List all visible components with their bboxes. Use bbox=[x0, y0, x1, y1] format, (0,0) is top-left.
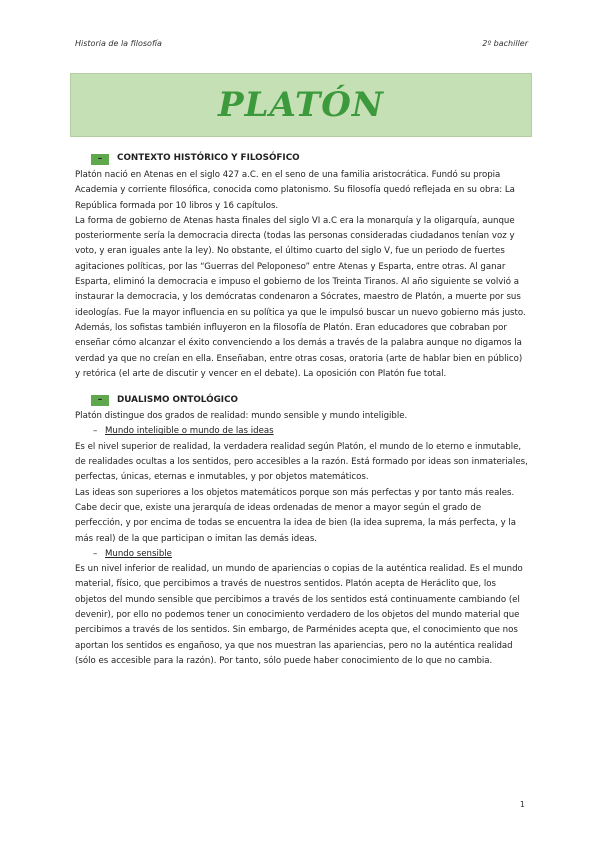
page-header bbox=[75, 39, 528, 48]
paragraph: Las ideas son superiores a los objetos matemáticos porque son más perfectas y por tanto más reales. Cabe decir que, existe una jerarquía de ideas ordenadas de menor a mayor según el grado de perfección, y por encima de todas se encuentra la idea de bien (la idea suprema, la más perfecta, y la más real) de la que participan o imitan las demás ideas. bbox=[75, 487, 517, 544]
dash-icon: – bbox=[93, 426, 98, 437]
section-heading-contexto bbox=[91, 152, 530, 166]
section-title: CONTEXTO HISTÓRICO Y FILOSÓFICO bbox=[117, 153, 300, 164]
document-body bbox=[75, 150, 530, 669]
subsection-title: Mundo inteligible o mundo de las ideas bbox=[105, 426, 274, 437]
paragraph: La forma de gobierno de Atenas hasta finales del siglo VI a.C era la monarquía y la oligarquía, aunque posteriormente sería la democracia directa (todas las personas consideradas ciudadanos tenían voz y voto, y eran iguales ante la ley). No obstante, el último cuarto del siglo V, fue un periodo de fuertes agitaciones políticas, por las “Guerras del Peloponeso” entre Atenas y Esparta, entre otras. Al ganar Esparta, eliminó la democracia e impuso el gobierno de los Treinta Tiranos. Al año siguiente se volvió a instaurar la democracia, y los demócratas condenaron a Sócrates, maestro de Platón, a muerte por sus ideologías. Fue la mayor influencia en su política ya que le impulsó buscar un nuevo gobierno más justo. bbox=[75, 215, 526, 318]
paragraph: Platón nació en Atenas en el siglo 427 a.C. en el seno de una familia aristocrática. Fundó su propia Academia y corriente filosófica, conocida como platonismo. Su filosofía quedó reflejada en su obra: La República formada por 10 libros y 16 capítulos. bbox=[75, 170, 515, 211]
header-right: 2º bachiller bbox=[482, 39, 528, 48]
subsection-heading-sensible bbox=[93, 547, 530, 562]
section-title: DUALISMO ONTOLÓGICO bbox=[117, 394, 239, 405]
dash-icon: – bbox=[93, 548, 98, 559]
paragraph: Platón distingue dos grados de realidad: mundo sensible y mundo inteligible. bbox=[75, 411, 408, 422]
page-number: 1 bbox=[519, 800, 525, 809]
paragraph: Es el nivel superior de realidad, la verdadera realidad según Platón, el mundo de lo eterno e inmutable, de realidades ocultas a los sentidos, pero accesibles a la razón. Está formado por ideas son inmateriales, perfectas, únicas, eternas e inmutables, y por objetos matemáticos. bbox=[75, 441, 528, 483]
heading-marker-icon: – bbox=[91, 154, 109, 165]
page-title: PLATÓN bbox=[218, 85, 384, 125]
header-left: Historia de la filosofía bbox=[75, 39, 162, 48]
section-heading-dualismo bbox=[91, 393, 530, 407]
title-banner bbox=[70, 73, 532, 137]
heading-marker-icon: – bbox=[91, 395, 109, 406]
subsection-heading-inteligible bbox=[93, 424, 530, 439]
paragraph: Es un nivel inferior de realidad, un mundo de apariencias o copias de la auténtica realidad. Es el mundo material, físico, que percibimos a través de nuestros sentidos. Platón acepta de Heráclito que, los objetos del mundo sensible que percibimos a través de los sentidos está continuamente cambiando (el devenir), por ello no podemos tener un conocimiento verdadero de los objetos del mundo material que percibimos a través de los sentidos. Sin embargo, de Parménides acepta que, el conocimiento que nos aportan los sentidos es engañoso, ya que nos muestran las apariencias, pero no la auténtica realidad (sólo es accesible para la razón). Por tanto, sólo puede haber conocimiento de lo que no cambia. bbox=[75, 564, 523, 666]
paragraph: Además, los sofistas también influyeron en la filosofía de Platón. Eran educadores que cobraban por enseñar cómo alcanzar el éxito convenciendo a los demás a través de la palabra aunque no digamos la verdad ya que no creían en ella. Enseñaban, entre otras cosas, oratoria (arte de hablar bien en público) y retórica (el arte de discutir y vencer en el debate). La oposición con Platón fue total. bbox=[75, 322, 523, 379]
subsection-title: Mundo sensible bbox=[105, 548, 172, 559]
